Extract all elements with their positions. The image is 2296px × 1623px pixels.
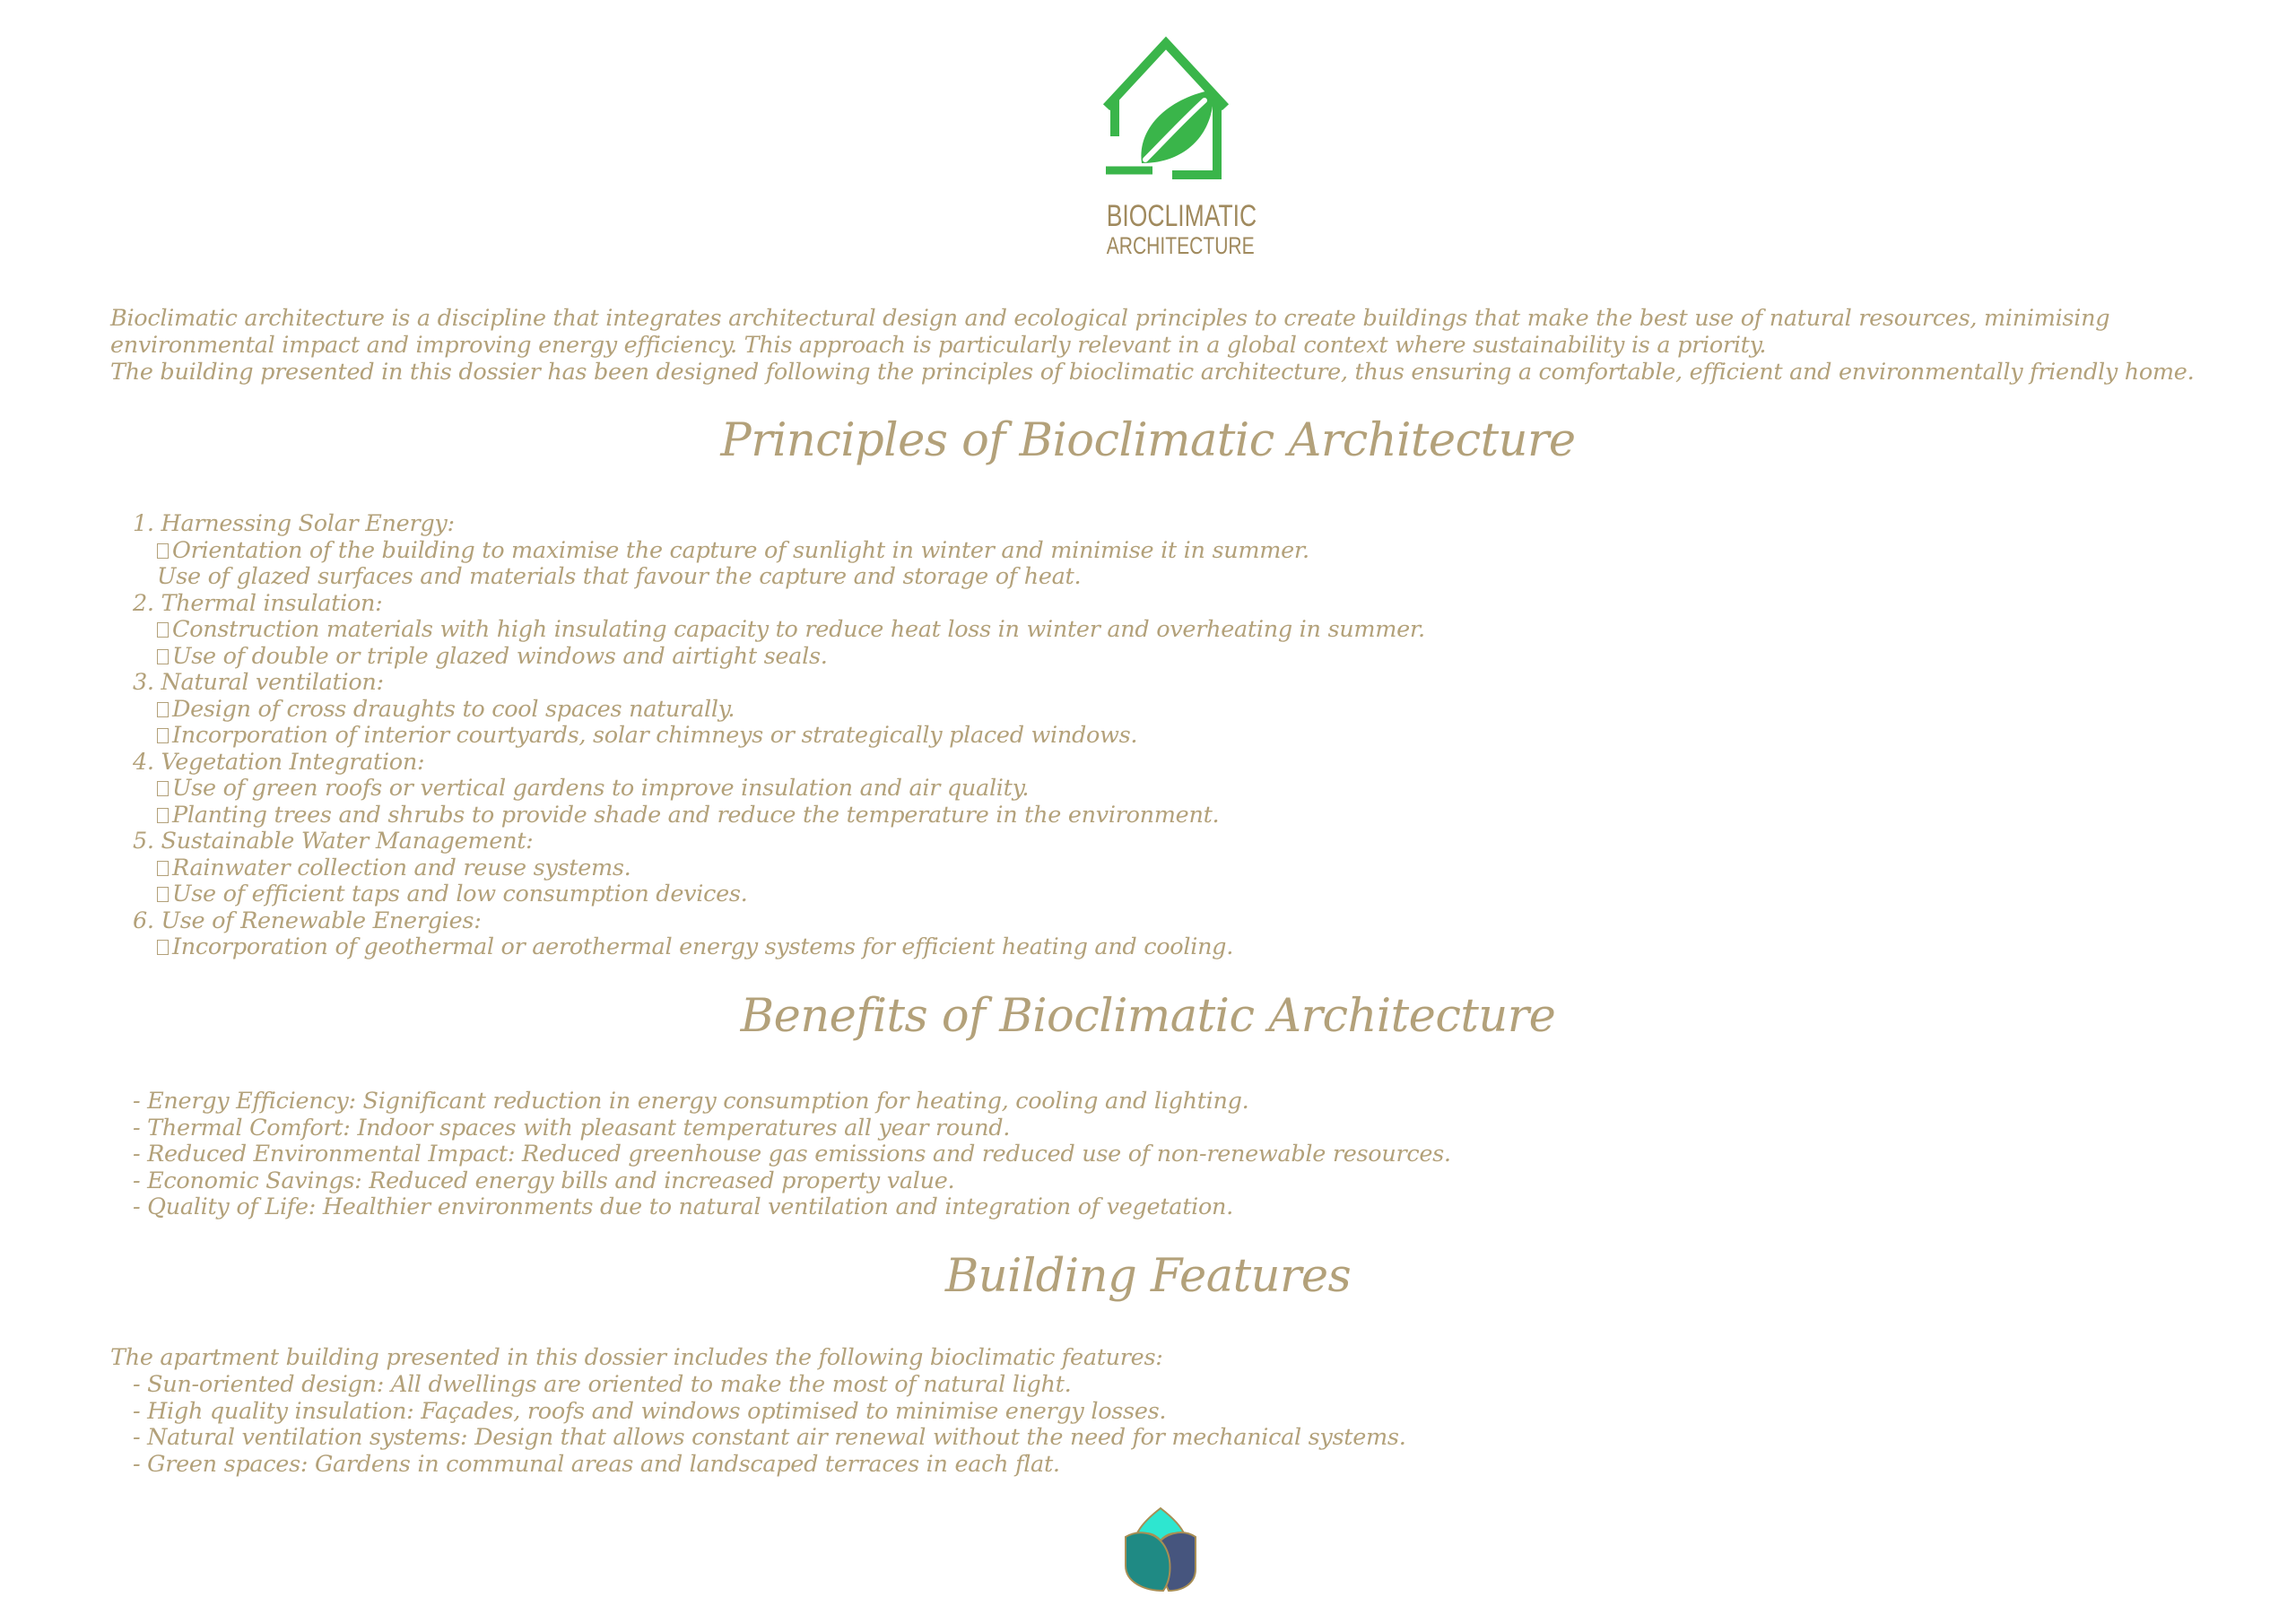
benefit-item: - Economic Savings: Reduced energy bills and increased property value. xyxy=(133,1167,955,1194)
benefits-title: Benefits of Bioclimatic Architecture xyxy=(740,990,1556,1043)
intro-line: Bioclimatic architecture is a discipline that integrates architectural design and ecological principles to create buildings that make the best use of natural resources, minimising xyxy=(110,305,2110,332)
principle-item: Incorporation of geothermal or aerothermal energy systems for efficient heating and cooling. xyxy=(133,934,2196,961)
principle-item: Orientation of the building to maximise the capture of sunlight in winter and minimise it in summer. xyxy=(133,538,2196,565)
principle-item: Planting trees and shrubs to provide shade and reduce the temperature in the environment. xyxy=(133,803,2196,829)
feature-item: - Natural ventilation systems: Design that allows constant air renewal without the need for mechanical systems. xyxy=(133,1424,1406,1451)
intro-line: The building presented in this dossier has been designed following the principles of bioclimatic architecture, thus ensuring a comfortable, efficient and environmentally friendly home. xyxy=(110,359,2195,386)
benefit-item: - Thermal Comfort: Indoor spaces with pleasant temperatures all year round. xyxy=(133,1114,1011,1141)
principle-item: Use of efficient taps and low consumption devices. xyxy=(133,881,2196,908)
intro-paragraph xyxy=(110,305,2245,386)
logo-title: BIOCLIMATIC xyxy=(1106,199,1257,233)
principles-list xyxy=(133,511,2196,961)
bullet-box-icon xyxy=(157,940,169,955)
principle-item: Use of double or triple glazed windows and airtight seals. xyxy=(133,644,2196,671)
principle-item: Use of glazed surfaces and materials that favour the capture and storage of heat. xyxy=(157,563,1082,590)
bullet-box-icon xyxy=(157,861,169,876)
logo-subtitle: ARCHITECTURE xyxy=(1106,232,1255,260)
principle-heading: 6. Use of Renewable Energies: xyxy=(133,907,482,934)
lotus-emblem xyxy=(1122,1505,1199,1598)
principle-item: Design of cross draughts to cool spaces naturally. xyxy=(133,697,2196,724)
bullet-box-icon xyxy=(157,622,169,638)
principle-heading: 5. Sustainable Water Management: xyxy=(133,828,534,855)
bullet-box-icon xyxy=(157,728,169,743)
feature-item: - Sun-oriented design: All dwellings are oriented to make the most of natural light. xyxy=(133,1371,1072,1398)
benefit-item: - Energy Efficiency: Significant reduction in energy consumption for heating, cooling and lighting. xyxy=(133,1088,1249,1115)
benefit-item: - Quality of Life: Healthier environments due to natural ventilation and integration of vegetation. xyxy=(133,1193,1233,1220)
principle-heading: 1. Harnessing Solar Energy: xyxy=(133,510,455,537)
house-leaf-icon xyxy=(1090,36,1242,184)
bullet-box-icon xyxy=(157,702,169,717)
bullet-box-icon xyxy=(157,543,169,559)
feature-item: - Green spaces: Gardens in communal areas and landscaped terraces in each flat. xyxy=(133,1450,1060,1478)
principle-heading: 4. Vegetation Integration: xyxy=(133,748,425,776)
principle-item: Construction materials with high insulating capacity to reduce heat loss in winter and overheating in summer. xyxy=(133,617,2196,644)
features-title: Building Features xyxy=(944,1250,1352,1303)
bullet-box-icon xyxy=(157,649,169,664)
bioclimatic-logo xyxy=(1090,36,1257,260)
bullet-box-icon xyxy=(157,887,169,902)
bullet-box-icon xyxy=(157,781,169,796)
principle-heading: 3. Natural ventilation: xyxy=(133,669,384,696)
principle-heading: 2. Thermal insulation: xyxy=(133,589,383,617)
features-intro: The apartment building presented in this dossier includes the following bioclimatic features: xyxy=(110,1344,1163,1371)
intro-line: environmental impact and improving energy efficiency. This approach is particularly relevant in a global context where sustainability is a priority. xyxy=(110,332,1767,359)
benefit-item: - Reduced Environmental Impact: Reduced greenhouse gas emissions and reduced use of non-renewable resources. xyxy=(133,1141,1451,1167)
bullet-box-icon xyxy=(157,808,169,823)
principle-item: Use of green roofs or vertical gardens to improve insulation and air quality. xyxy=(133,776,2196,803)
feature-item: - High quality insulation: Façades, roofs and windows optimised to minimise energy losses. xyxy=(133,1397,1167,1425)
principles-title: Principles of Bioclimatic Architecture xyxy=(720,414,1576,467)
benefits-list xyxy=(133,1089,2196,1221)
principle-item: Incorporation of interior courtyards, solar chimneys or strategically placed windows. xyxy=(133,723,2196,750)
lotus-emblem-icon xyxy=(1122,1505,1199,1594)
principle-item: Rainwater collection and reuse systems. xyxy=(133,855,2196,882)
features-list xyxy=(133,1372,2196,1478)
